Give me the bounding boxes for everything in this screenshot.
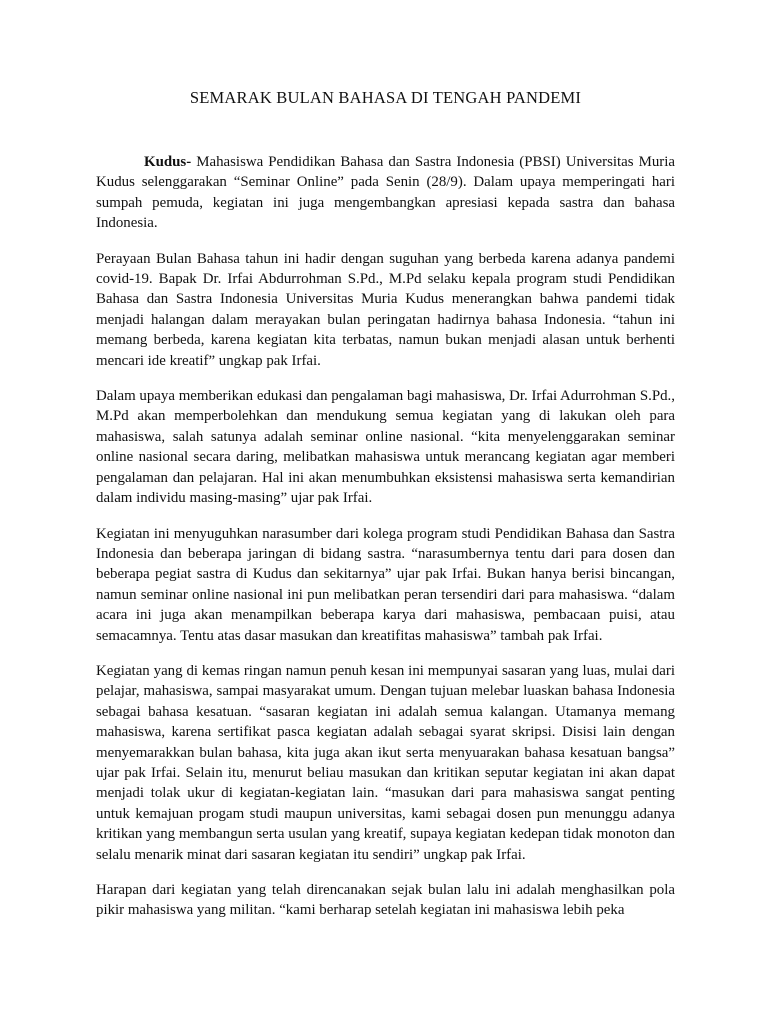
paragraph-6: Harapan dari kegiatan yang telah direncanakan sejak bulan lalu ini adalah menghasilkan pola pikir mahasiswa yang militan. “kami berharap setelah kegiatan ini mahasiswa lebih peka [96,882,675,919]
paragraph-2: Perayaan Bulan Bahasa tahun ini hadir dengan suguhan yang berbeda karena adanya pandemi covid-19. Bapak Dr. Irfai Abdurrohman S.Pd., M.Pd selaku kepala program studi Pendidikan Bahasa dan Sastra Indonesia Universitas Muria Kudus menerangkan bahwa pandemi tidak menjadi halangan dalam merayakan bulan peringatan hadirnya bahasa Indonesia. “tahun ini memang berbeda, karena kegiatan kita terbatas, namun bukan menjadi alasan untuk berhenti mencari ide kreatif” ungkap pak Irfai. [96,250,675,369]
paragraph-4: Kegiatan ini menyuguhkan narasumber dari kolega program studi Pendidikan Bahasa dan Sastra Indonesia dan beberapa jaringan di bidang sastra. “narasumbernya tentu dari para dosen dan beberapa pegiat sastra di Kudus dan sekitarnya” ujar pak Irfai. Bukan hanya berisi bincangan, namun seminar online nasional ini pun melibatkan peran tersendiri dari para mahasiswa. “dalam acara ini juga akan menampilkan beberapa karya dari mahasiswa, pembacaan puisi, atau semacamnya. Tentu atas dasar masukan dan kreatifitas mahasiswa” tambah pak Irfai. [96,525,675,644]
paragraph-1 [96,152,675,234]
paragraph-5: Kegiatan yang di kemas ringan namun penuh kesan ini mempunyai sasaran yang luas, mulai dari pelajar, mahasiswa, sampai masyarakat umum. Dengan tujuan melebar luaskan bahasa Indonesia sebagai bahasa kesatuan. “sasaran kegiatan ini adalah semua kalangan. Utamanya memang mahasiswa, karena sertifikat pasca kegiatan adalah sebagai syarat skripsi. Disisi lain dengan menyemarakkan bulan bahasa, kita juga akan ikut serta menyuarakan bahasa kesatuan bangsa” ujar pak Irfai. Selain itu, menurut beliau masukan dan kritikan seputar kegiatan ini akan dapat menjadi tolak ukur di kegiatan-kegiatan lain. “masukan dari para mahasiswa sangat penting untuk kemajuan progam studi maupun universitas, kami sebagai dosen pun menunggu adanya kritikan yang membangun serta usulan yang kreatif, supaya kegiatan kedepan tidak monoton dan selalu menarik minat dari sasaran kegiatan itu sendiri” ungkap pak Irfai. [96,662,675,863]
dateline: Kudus- [144,154,192,170]
document-title: SEMARAK BULAN BAHASA DI TENGAH PANDEMI [189,88,582,107]
paragraph-1-text: Mahasiswa Pendidikan Bahasa dan Sastra Indonesia (PBSI) Universitas Muria Kudus selenggarakan “Seminar Online” pada Senin (28/9). Dalam upaya memperingati hari sumpah pemuda, kegiatan ini juga mengembangkan apresiasi kepada sastra dan bahasa Indonesia. [96,154,675,232]
paragraph-3: Dalam upaya memberikan edukasi dan pengalaman bagi mahasiswa, Dr. Irfai Adurrohman S.Pd., M.Pd akan memperbolehkan dan mendukung semua kegiatan yang di lakukan oleh para mahasiswa, salah satunya adalah seminar online nasional. “kita menyelenggarakan seminar online nasional secara daring, melibatkan mahasiswa untuk merancang kegiatan agar memberi pengalaman dan pelajaran. Hal ini akan menumbuhkan eksistensi mahasiswa serta kemandirian dalam individu masing-masing” ujar pak Irfai. [96,388,675,507]
